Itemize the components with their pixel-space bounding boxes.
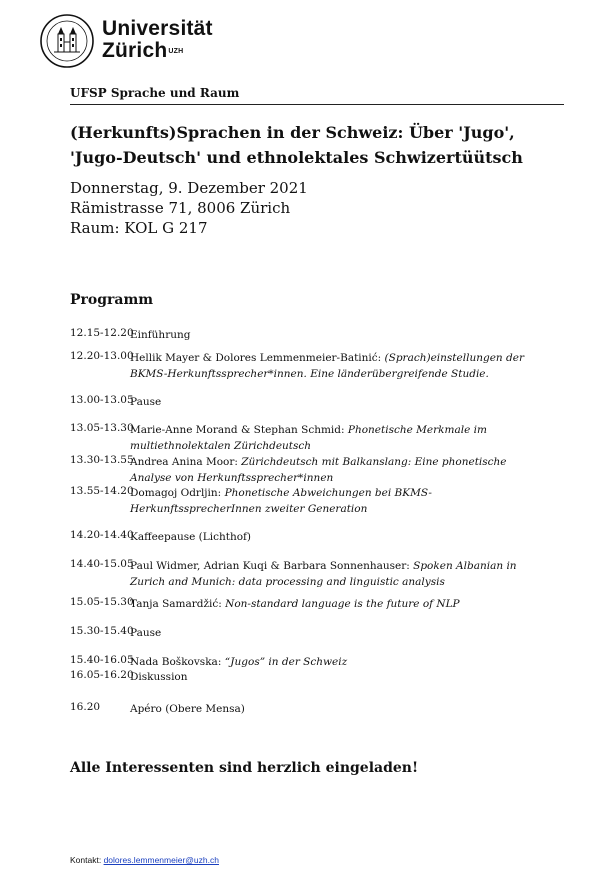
event-address: Rämistrasse 71, 8006 Zürich (70, 199, 291, 217)
header-divider (70, 104, 564, 105)
program-time: 15.40-16.05 (70, 654, 134, 666)
program-desc (130, 701, 550, 717)
program-time: 16.20 (70, 701, 101, 713)
program-talk: Phonetische Merkmale im multiethnolektalen Zürichdeutsch (130, 424, 487, 452)
program-desc (130, 654, 550, 670)
program-talk: “Jugos” in der Schweiz (224, 656, 348, 668)
event-date: Donnerstag, 9. Dezember 2021 (70, 179, 308, 197)
program-speaker: Kaffeepause (Lichthof) (130, 531, 252, 543)
program-talk: Phonetische Abweichungen bei BKMS-HerkunftssprecherInnen zweiter Generation (130, 487, 432, 515)
program-desc (130, 327, 550, 343)
university-wordmark (102, 18, 213, 62)
contact-label: Kontakt: (70, 855, 104, 865)
program-speaker: Marie-Anne Morand & Stephan Schmid: (130, 424, 348, 436)
program-talk: Non-standard language is the future of NLP (225, 598, 460, 610)
program-time: 15.30-15.40 (70, 625, 134, 637)
program-speaker: Pause (130, 396, 162, 408)
program-speaker: Paul Widmer, Adrian Kuqi & Barbara Sonnenhauser: (130, 560, 414, 572)
program-time: 12.20-13.00 (70, 350, 134, 362)
closing-invitation: Alle Interessenten sind herzlich eingeladen! (70, 760, 419, 776)
event-info (70, 178, 308, 238)
event-title: (Herkunfts)Sprachen in der Schweiz: Über 'Jugo', 'Jugo-Deutsch' und ethnolektales Schwizertüütsch (70, 123, 523, 167)
program-desc (130, 485, 550, 517)
program-speaker: Diskussion (130, 671, 188, 683)
program-heading: Programm (70, 292, 154, 308)
program-desc (130, 529, 550, 545)
program-speaker: Apéro (Obere Mensa) (130, 703, 245, 715)
program-speaker: Andrea Anina Moor: (130, 456, 242, 468)
program-desc (130, 596, 550, 612)
program-talk: (Sprach)einstellungen der BKMS-Herkunftssprecher*innen. Eine länderübergreifende Studie. (130, 352, 524, 380)
program-time: 13.30-13.55 (70, 454, 134, 466)
university-name-line2 (102, 40, 213, 62)
program-desc (130, 625, 550, 641)
program-desc (130, 558, 550, 590)
program-speaker: Domagoj Odrljin: (130, 487, 225, 499)
program-time: 15.05-15.30 (70, 596, 134, 608)
program-time: 13.00-13.05 (70, 394, 134, 406)
university-name-line1: Universität (102, 17, 213, 40)
program-speaker: Hellik Mayer & Dolores Lemmenmeier-Batinić: (130, 352, 385, 364)
program-desc (130, 422, 550, 454)
program-talk: Spoken Albanian in Zurich and Munich: data processing and linguistic analysis (130, 560, 517, 588)
program-desc (130, 350, 550, 382)
program-desc (130, 394, 550, 410)
program-desc (130, 454, 550, 486)
program-time: 13.55-14.20 (70, 485, 134, 497)
program-time: 14.40-15.05 (70, 558, 134, 570)
program-desc (130, 669, 550, 685)
program-time: 12.15-12.20 (70, 327, 134, 339)
program-speaker: Tanja Samardžić: (130, 598, 226, 610)
contact-footer (70, 855, 219, 865)
event-room: Raum: KOL G 217 (70, 219, 208, 237)
program-talk: Zürichdeutsch mit Balkanslang: Eine phonetische Analyse von Herkunftssprecher*innen (130, 456, 507, 484)
program-speaker: Pause (130, 627, 162, 639)
program-speaker: Nada Boškovska: (130, 656, 225, 668)
department-name: UFSP Sprache und Raum (70, 86, 240, 100)
university-name-city: Zürich (102, 39, 168, 62)
uzh-suffix: UZH (168, 48, 184, 55)
program-time: 13.05-13.30 (70, 422, 134, 434)
program-speaker: Einführung (130, 329, 191, 341)
program-time: 16.05-16.20 (70, 669, 134, 681)
university-seal-icon (40, 14, 94, 68)
contact-email-link[interactable]: dolores.lemmenmeier@uzh.ch (103, 855, 219, 865)
program-time: 14.20-14.40 (70, 529, 134, 541)
